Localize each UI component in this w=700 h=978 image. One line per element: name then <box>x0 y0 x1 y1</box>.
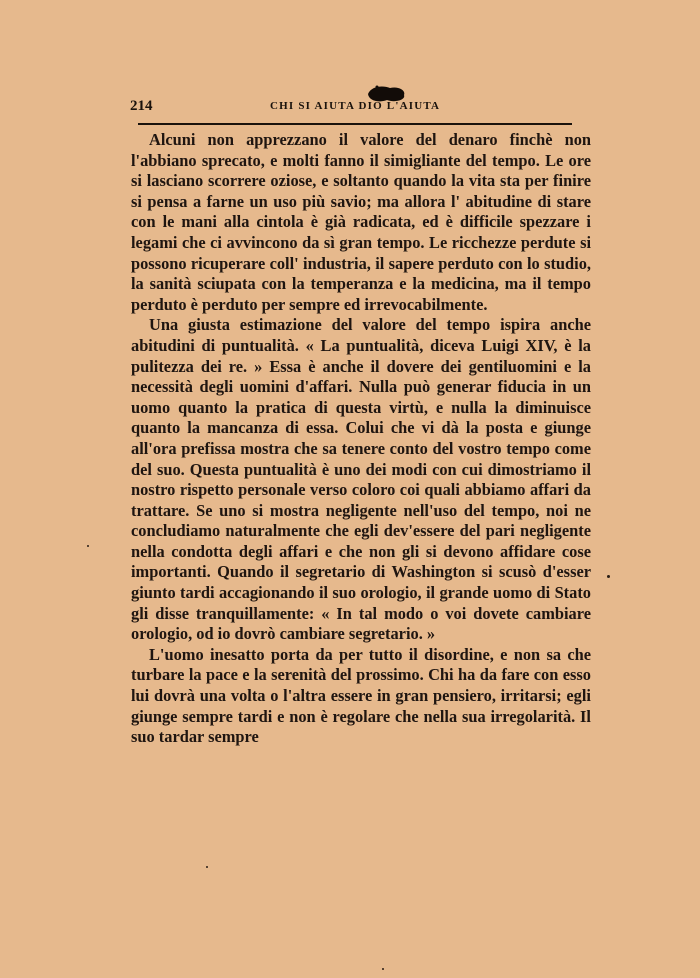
print-speck <box>206 866 208 868</box>
print-speck <box>607 575 610 578</box>
page-number: 214 <box>130 98 153 114</box>
running-title: CHI SI AIUTA DIO L'AIUTA <box>270 100 441 112</box>
paragraph: Alcuni non apprezzano il valore del denaro finchè non l'abbiano sprecato, e molti fanno il simigliante del tempo. Le ore si lasciano scorrere oziose, e soltanto quando la vita sta per finire si pensa a farne un uso più savio; ma allora l' abitudine di stare con le mani alla cintola è già radicata, ed è difficile spezzare i legami che ci avvincono da sì gran tempo. Le ricchezze perdute si possono ricuperare coll' industria, il sapere perduto con lo studio, la sanità sciupata con la temperanza e la medicina, ma il tempo perduto è perduto per sempre ed irrevocabilmente. <box>131 130 591 314</box>
page-body <box>131 130 591 748</box>
paragraph: L'uomo inesatto porta da per tutto il disordine, e non sa che turbare la pace e la serenità del prossimo. Chi ha da fare con esso lui dovrà una volta o l'altra essere in gran pensiero, irritarsi; egli giunge sempre tardi e non è regolare che nella sua irregolarità. Il suo tardar sempre <box>131 644 591 747</box>
page-header <box>130 98 592 116</box>
print-speck <box>382 968 384 970</box>
header-rule <box>138 123 572 125</box>
ink-blot-icon <box>365 84 407 104</box>
print-speck <box>87 545 89 547</box>
paragraph: Una giusta estimazione del valore del tempo ispira anche abitudini di puntualità. « La puntualità, diceva Luigi XIV, è la pulitezza dei re. » Essa è anche il dovere dei gentiluomini e la necessità degli uomini d'affari. Nulla può generar fiducia in un uomo quanto la pratica di questa virtù, e nulla la diminuisce quanto la mancanza di essa. Colui che vi dà la posta e giunge all'ora prefissa mostra che sa tenere conto del vostro tempo come del suo. Questa puntualità è uno dei modi con cui dimostriamo il nostro rispetto personale verso coloro coi quali abbiamo affari da trattare. Se uno si mostra negligente nell'uso del tempo, noi ne concludiamo naturalmente che egli dev'essere del pari negligente nella condotta degli affari e che non gli si devono affidare cose importanti. Quando il segretario di Washington si scusò d'esser giunto tardi accagionando il suo orologio, il grande uomo di Stato gli disse tranquillamente: « In tal modo o voi dovete cambiare orologio, od io dovrò cambiare segretario. » <box>131 315 591 644</box>
